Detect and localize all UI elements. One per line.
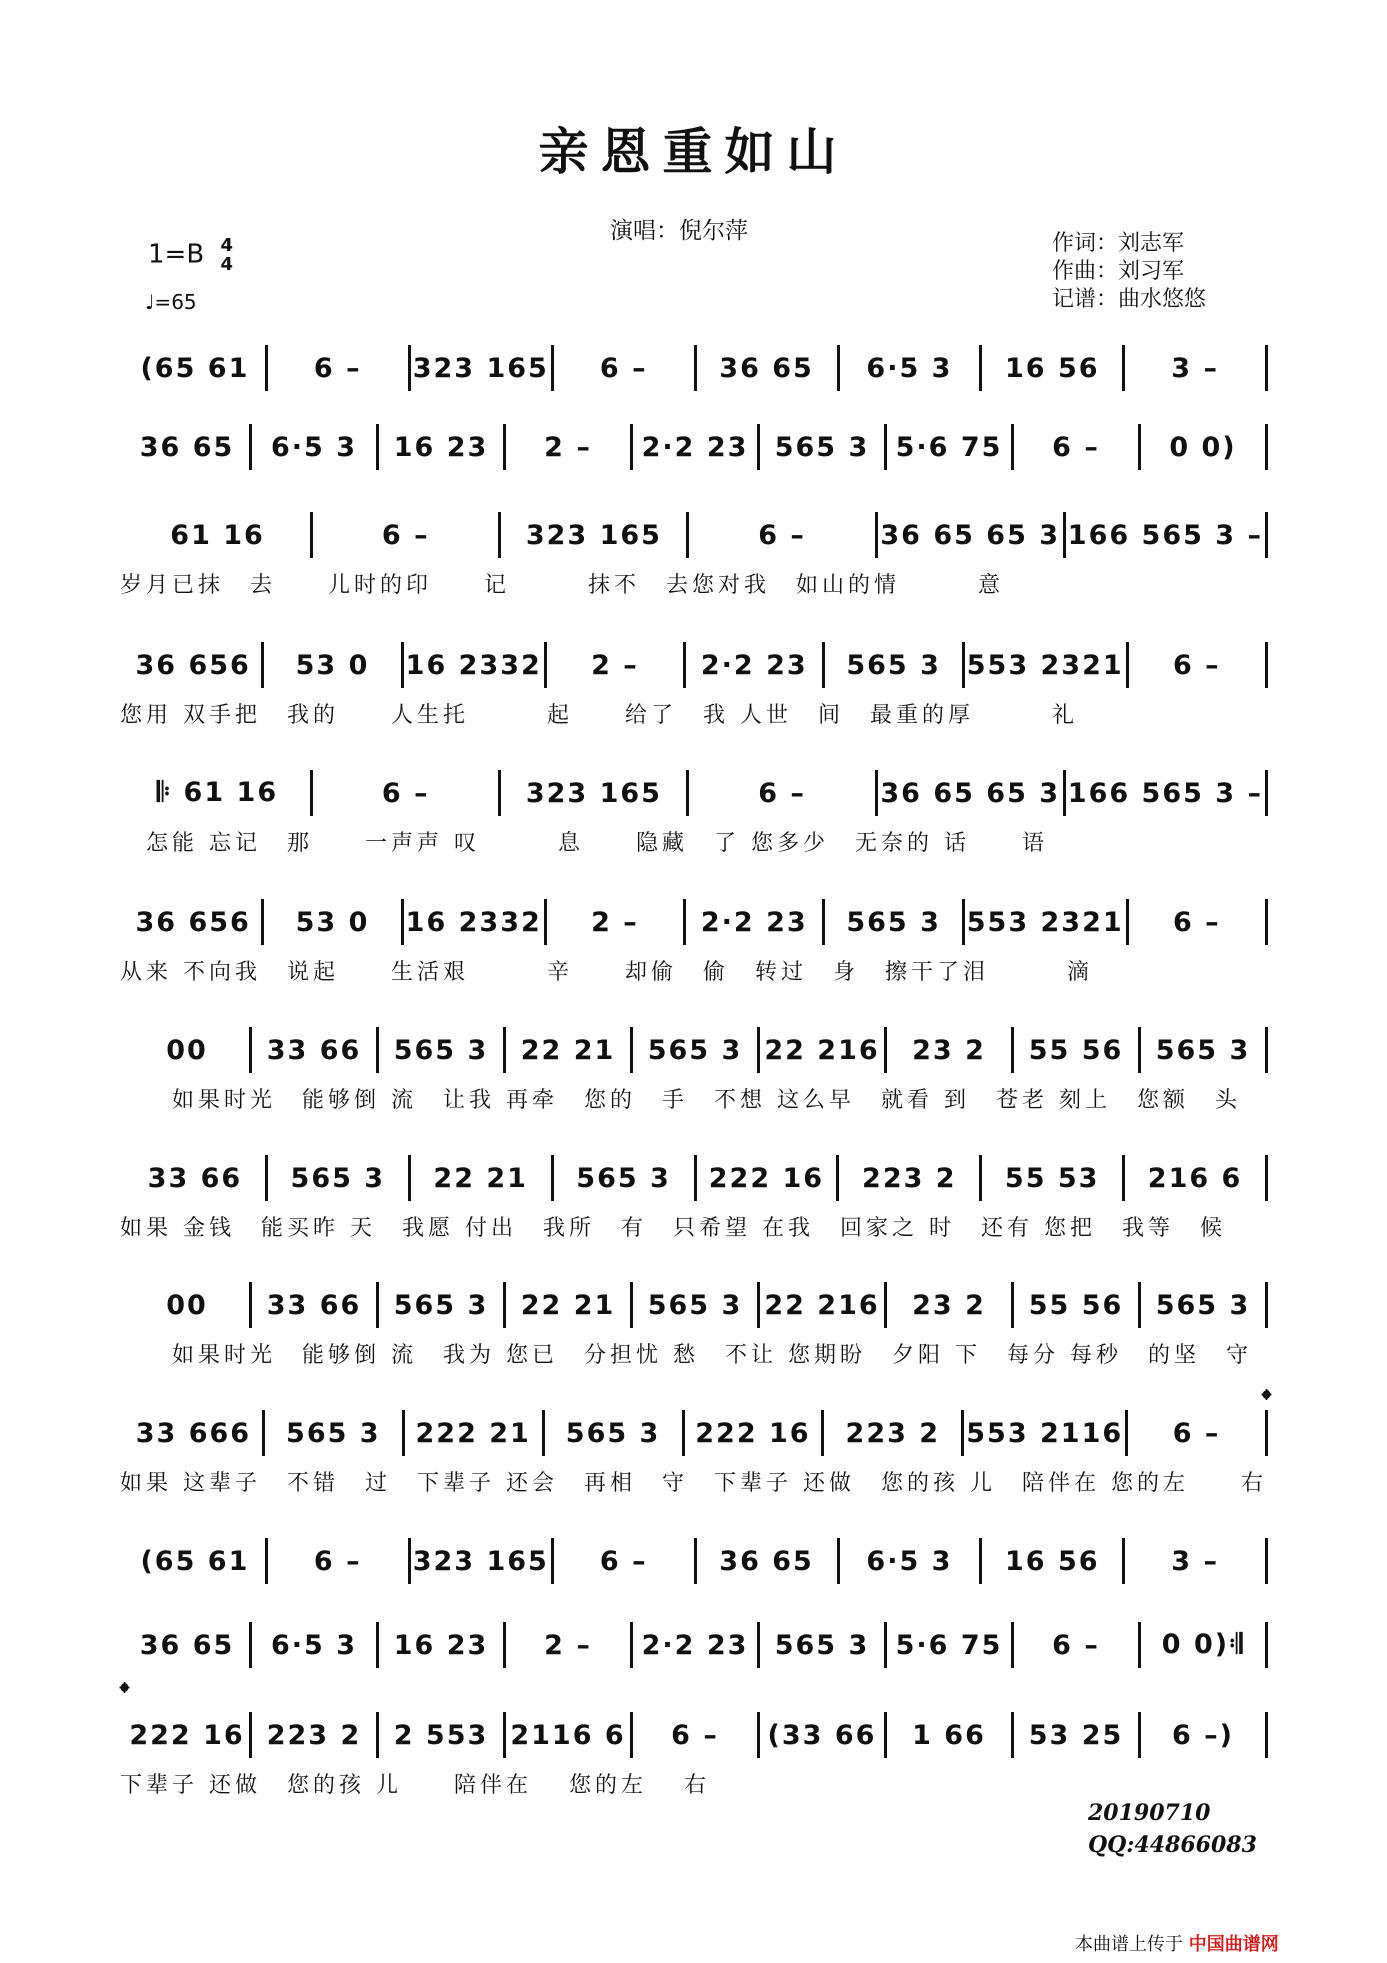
barline [265,1155,268,1201]
measure: 2116 6 [510,1719,626,1751]
measure: 223 2 [266,1719,362,1751]
notation-system [120,1027,1270,1073]
lyrics-line: 下辈子 还做 您的孩 儿 陪伴在 您的左 右 [120,1773,710,1798]
barline [408,345,411,391]
barline [686,512,689,558]
measure: 565 3 [393,1034,489,1066]
barline [694,345,697,391]
measure: 22 216 [764,1034,880,1066]
barline [1126,642,1129,688]
barline [757,424,760,470]
measure: 0 0) [1169,431,1237,463]
barline [503,424,506,470]
barline [1265,1712,1268,1758]
barline [261,642,264,688]
measure: 565 3 [774,431,870,463]
barline [376,1712,379,1758]
measure: 33 66 [147,1162,243,1194]
barline [757,1712,760,1758]
barline [1138,1712,1141,1758]
measure: 323 165 [412,1545,549,1577]
barline [1265,424,1268,470]
measure: 16 2332 [405,649,542,681]
measure: 565 3 [774,1629,870,1661]
measure: 216 6 [1147,1162,1243,1194]
lyrics-line: 如果时光 能够倒 流 我为 您已 分担忧 愁 不让 您期盼 夕阳 下 每分 每秒 的坚 守 [120,1343,1252,1368]
barline [979,1155,982,1201]
measure: 00 [166,1289,208,1321]
measure: 3 – [1171,1545,1219,1577]
measure: 36 656 [135,906,251,938]
barline [884,1712,887,1758]
measure: 55 56 [1028,1289,1124,1321]
footer-watermark [1075,1930,1279,1956]
measure: 53 0 [295,906,370,938]
measure: 565 3 [1155,1034,1251,1066]
barline [875,770,878,816]
measure: 2 – [544,1629,592,1661]
notation-system [120,512,1270,558]
measure: 565 3 [647,1289,743,1321]
barline [979,345,982,391]
footer-brand: 中国曲谱网 [1188,1934,1279,1955]
barline [1265,345,1268,391]
measure: 0 0)𝄇 [1161,1629,1245,1660]
measure: 553 2116 [966,1417,1124,1449]
barline [1126,899,1129,945]
measure: 2·2 23 [641,1629,749,1661]
notation-system [120,1712,1270,1758]
measure: 6 – [758,519,806,551]
measure: 6·5 3 [866,352,953,384]
barline [630,1712,633,1758]
key-signature [148,236,233,274]
barline [1265,770,1268,816]
barline [821,1410,824,1456]
measure: 166 565 3 – [1067,519,1263,551]
measure: 323 165 [525,777,662,809]
lyrics-line: 如果时光 能够倒 流 让我 再牵 您的 手 不想 这么早 就看 到 苍老 刻上 您额 头 [120,1088,1241,1113]
barline [1122,345,1125,391]
barline [1138,1622,1141,1668]
measure: 223 2 [845,1417,941,1449]
barline [542,1410,545,1456]
barline [498,512,501,558]
barline [1265,1027,1268,1073]
measure: 53 25 [1028,1719,1124,1751]
measure: 36 65 [719,352,814,384]
measure: 222 21 [415,1417,531,1449]
barline [408,1538,411,1584]
barline [310,770,313,816]
measure: 6 – [1172,906,1221,938]
notation-system [120,1282,1270,1328]
measure: 33 66 [266,1034,362,1066]
barline [1122,1155,1125,1201]
barline [1138,1282,1141,1328]
measure: 565 3 [846,649,941,681]
barline [1063,770,1066,816]
time-signature-top: 4 [220,235,233,256]
measure: 553 2321 [966,649,1124,681]
measure: 565 3 [290,1162,386,1194]
barline [401,899,404,945]
barline [265,1538,268,1584]
coda-mark-upper: 𝄌 [1262,1385,1271,1415]
barline [757,1027,760,1073]
measure: 2·2 23 [700,649,808,681]
barline [376,1027,379,1073]
barline [1063,512,1066,558]
barline [979,1538,982,1584]
barline [1138,1027,1141,1073]
transcription-date: 20190710 [1088,1800,1211,1826]
barline [884,1282,887,1328]
page-title: 亲恩重如山 [538,122,849,181]
barline [630,1027,633,1073]
measure: 36 65 [719,1545,814,1577]
measure: 2·2 23 [700,906,808,938]
measure: 222 16 [129,1719,245,1751]
barline [884,1622,887,1668]
measure: 1 66 [912,1719,986,1751]
measure: 6·5 3 [270,1629,358,1661]
measure: 6 – [1052,431,1100,463]
barline [1265,1538,1268,1584]
barline [686,770,689,816]
measure: 565 3 [393,1289,489,1321]
barline [1265,512,1268,558]
measure: 53 0 [295,649,370,681]
measure: 6 –) [1171,1719,1235,1751]
barline [249,1027,252,1073]
notation-system [120,1410,1270,1456]
measure: 𝄆 61 16 [157,777,279,808]
barline [822,642,825,688]
barline [1265,1282,1268,1328]
barline [376,1622,379,1668]
key-label: 1=B [148,239,205,270]
barline [1011,1622,1014,1668]
measure: 33 666 [135,1417,252,1449]
time-signature-bottom: 4 [220,254,233,275]
measure: 2 – [591,649,639,681]
footer-text: 本曲谱上传于 [1075,1934,1183,1955]
measure: 2 – [544,431,592,463]
measure: 61 16 [170,519,265,551]
measure: 6 – [1052,1629,1100,1661]
measure: 222 16 [695,1417,811,1449]
barline [1125,1410,1128,1456]
barline [1265,899,1268,945]
barline [1265,642,1268,688]
measure: 6 – [671,1719,719,1751]
measure: 2·2 23 [641,431,749,463]
barline [1265,1622,1268,1668]
measure: 2 – [591,906,639,938]
barline [249,424,252,470]
notation-system [120,1622,1270,1668]
barline [962,899,965,945]
measure: 55 53 [1004,1162,1100,1194]
barline [261,899,264,945]
tempo-mark: ♩=65 [145,290,197,314]
barline [884,1027,887,1073]
notation-system [120,1155,1270,1201]
measure: 55 56 [1028,1034,1124,1066]
barline [503,1282,506,1328]
measure: 565 3 [286,1417,381,1449]
barline [694,1155,697,1201]
barline [630,1622,633,1668]
singer-credit: 演唱：倪尔萍 [610,218,748,244]
measure: 23 2 [912,1289,986,1321]
measure: 222 16 [708,1162,825,1194]
lyricist-credit: 作词：刘志军 [1052,231,1185,256]
measure: 00 [166,1034,208,1066]
measure: 22 21 [433,1162,528,1194]
measure: 16 56 [1004,352,1100,384]
barline [376,424,379,470]
time-signature [220,236,233,274]
barline [262,1410,265,1456]
measure: 36 65 65 3 [880,777,1061,809]
lyrics-line: 岁月已抹 去 儿时的印 记 抹不 去您对我 如山的情 意 [120,573,1005,598]
measure: (65 61 [140,1545,250,1577]
barline [503,1622,506,1668]
measure: 6 – [1172,1417,1221,1449]
barline [1011,1712,1014,1758]
measure: 6·5 3 [270,431,358,463]
barline [962,642,965,688]
measure: 565 3 [647,1034,743,1066]
barline [837,345,840,391]
contact-qq: QQ:44866083 [1088,1832,1257,1858]
barline [682,1410,685,1456]
barline [694,1538,697,1584]
barline [757,1282,760,1328]
measure: 6 – [599,1545,648,1577]
barline [884,424,887,470]
barline [551,1155,554,1201]
barline [836,1155,839,1201]
measure: 323 165 [525,519,662,551]
barline [310,512,313,558]
barline [544,642,547,688]
barline [875,512,878,558]
measure: 5·6 75 [895,1629,1003,1661]
credits-block [1052,230,1206,314]
barline [265,345,268,391]
barline [1265,1155,1268,1201]
barline [401,642,404,688]
measure: 5·6 75 [895,431,1003,463]
barline [249,1622,252,1668]
notation-system [120,1538,1270,1584]
barline [630,1282,633,1328]
lyrics-line: 怎能 忘记 那 一声声 叹 息 隐藏 了 您多少 无奈的 话 语 [120,831,1048,856]
barline [402,1410,405,1456]
notation-system [120,899,1270,945]
barline [544,899,547,945]
barline [1011,424,1014,470]
measure: 36 65 [139,1629,235,1661]
barline [837,1538,840,1584]
barline [822,899,825,945]
lyrics-line: 从来 不向我 说起 生活艰 辛 却偷 偷 转过 身 擦干了泪 滴 [120,960,1093,985]
measure: 6 – [599,352,648,384]
barline [551,345,554,391]
measure: 6 – [313,1545,362,1577]
measure: 166 565 3 – [1067,777,1263,809]
barline [551,1538,554,1584]
notation-system [120,424,1270,470]
measure: 16 23 [393,431,489,463]
barline [498,770,501,816]
measure: 6 – [313,352,362,384]
notation-system [120,770,1270,816]
barline [1011,1027,1014,1073]
barline [1122,1538,1125,1584]
barline [376,1282,379,1328]
measure: 565 3 [846,906,941,938]
measure: 6 – [758,777,806,809]
barline [683,642,686,688]
measure: 36 65 65 3 [880,519,1061,551]
coda-mark-lower: 𝄌 [120,1678,129,1708]
measure: (65 61 [140,352,250,384]
barline [503,1027,506,1073]
composer-credit: 作曲：刘习军 [1052,259,1185,284]
measure: 565 3 [1155,1289,1251,1321]
notation-system [120,345,1270,391]
barline [1265,1410,1268,1456]
lyrics-line: 如果 这辈子 不错 过 下辈子 还会 再相 守 下辈子 还做 您的孩 儿 陪伴在 您的左 右 [120,1471,1267,1496]
measure: 6 – [1172,649,1221,681]
barline [757,1622,760,1668]
lyrics-line: 如果 金钱 能买昨 天 我愿 付出 我所 有 只希望 在我 回家之 时 还有 您把 我等 候 [120,1216,1226,1241]
lyrics-line: 您用 双手把 我的 人生托 起 给了 我 人世 间 最重的厚 礼 [120,703,1078,728]
measure: 553 2321 [966,906,1124,938]
barline [630,424,633,470]
barline [408,1155,411,1201]
measure: 565 3 [576,1162,671,1194]
barline [503,1712,506,1758]
measure: 6·5 3 [866,1545,953,1577]
measure: 6 – [381,777,430,809]
measure: 36 65 [139,431,235,463]
measure: 23 2 [912,1034,986,1066]
measure: 323 165 [412,352,549,384]
barline [961,1410,964,1456]
barline [1138,424,1141,470]
measure: 33 66 [266,1289,362,1321]
barline [249,1282,252,1328]
measure: (33 66 [767,1719,877,1751]
barline [249,1712,252,1758]
measure: 36 656 [135,649,251,681]
measure: 2 553 [393,1719,489,1751]
measure: 16 56 [1004,1545,1100,1577]
measure: 22 216 [764,1289,880,1321]
transcriber-credit: 记谱：曲水悠悠 [1052,287,1207,312]
measure: 22 21 [520,1289,616,1321]
barline [683,899,686,945]
notation-system [120,642,1270,688]
measure: 6 – [381,519,430,551]
measure: 565 3 [565,1417,661,1449]
measure: 3 – [1171,352,1219,384]
measure: 16 2332 [405,906,542,938]
barline [1011,1282,1014,1328]
measure: 16 23 [393,1629,489,1661]
measure: 22 21 [520,1034,616,1066]
measure: 223 2 [862,1162,957,1194]
